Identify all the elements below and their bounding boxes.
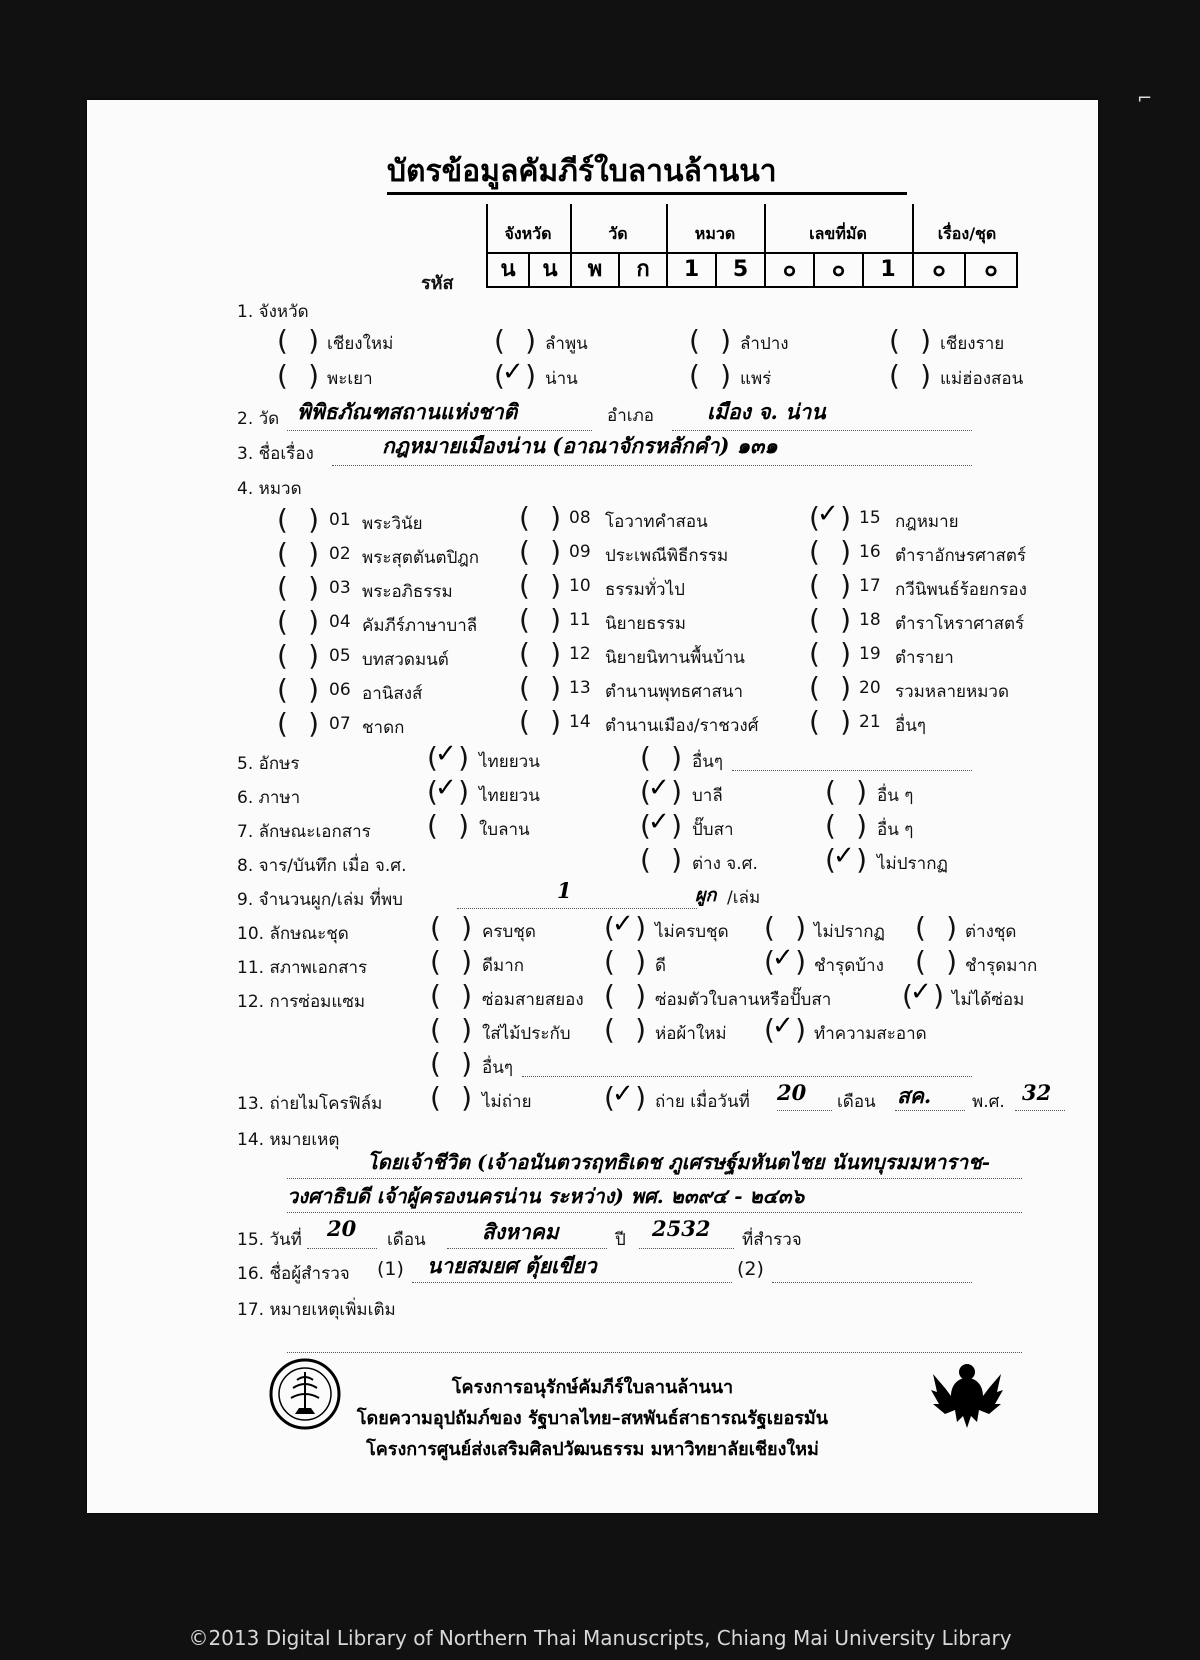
q7-checkbox-pupsa[interactable]: ( ) ✓ <box>640 807 682 842</box>
q2-amphoe-value[interactable]: เมือง จ. น่าน <box>707 399 826 424</box>
q15-suffix: ที่สำรวจ <box>742 1230 802 1250</box>
q1-checkbox-lampang[interactable]: ( ) <box>689 324 731 357</box>
q6-option: ไทยยวน <box>479 786 540 806</box>
q4-name: อื่นๆ <box>895 716 926 736</box>
q1-option: ลำพูน <box>545 334 588 354</box>
q4-name: นิยายธรรม <box>605 614 686 634</box>
q17-label: 17. หมายเหตุเพิ่มเติม <box>237 1300 396 1320</box>
q4-name: อานิสงส์ <box>362 684 423 704</box>
q2-label: 2. วัด <box>237 409 280 429</box>
q6-option: อื่น ๆ <box>877 786 914 806</box>
code-cell: ๐ <box>813 252 864 288</box>
check-mark: ✓ <box>833 841 855 871</box>
check-mark: ✓ <box>648 807 670 837</box>
q15-day-value[interactable]: 20 <box>327 1216 357 1241</box>
q1-option: น่าน <box>545 369 578 389</box>
q4-name: พระสุตตันตปิฎก <box>362 548 480 568</box>
code-cell: ๐ <box>764 252 815 288</box>
q5-option: ไทยยวน <box>479 752 540 772</box>
q1-option: เชียงราย <box>940 334 1005 354</box>
q4-checkbox-10[interactable]: ( ) <box>519 569 561 602</box>
code-cell: 1 <box>666 252 717 288</box>
q4-checkbox-14[interactable]: ( ) <box>519 705 561 738</box>
q12-option: ซ่อมสายสยอง <box>482 990 584 1010</box>
q1-option: ลำปาง <box>740 334 789 354</box>
q11-checkbox-heavydamage[interactable]: ( ) <box>915 945 957 978</box>
q3-label: 3. ชื่อเรื่อง <box>237 444 314 464</box>
q10-checkbox-unknown[interactable]: ( ) <box>764 911 806 944</box>
q7-label: 7. ลักษณะเอกสาร <box>237 822 371 842</box>
q7-checkbox-bailan[interactable]: ( ) <box>427 809 469 842</box>
q4-checkbox-20[interactable]: ( ) <box>809 671 851 704</box>
code-header-temple: วัด <box>608 224 628 243</box>
code-cell: ๐ <box>912 252 966 288</box>
q13-month-value[interactable]: สค. <box>897 1083 932 1108</box>
q14-label: 14. หมายเหตุ <box>237 1130 340 1150</box>
q11-option: ชำรุดมาก <box>965 956 1038 976</box>
code-cell: 5 <box>715 252 766 288</box>
check-mark: ✓ <box>910 977 932 1007</box>
q4-name: ตำราอักษรศาสตร์ <box>895 546 1026 566</box>
footer-line2: โดยความอุปถัมภ์ของ รัฐบาลไทย–สหพันธ์สาธารณรัฐเยอรมัน <box>356 1408 829 1429</box>
q11-option: ดีมาก <box>482 956 525 976</box>
q5-label: 5. อักษร <box>237 754 300 774</box>
q4-checkbox-05[interactable]: ( ) <box>277 639 319 672</box>
q1-checkbox-maehongson[interactable]: ( ) <box>889 359 931 392</box>
q4-checkbox-04[interactable]: ( ) <box>277 605 319 638</box>
q15-label: 15. วันที่ <box>237 1230 302 1250</box>
q16-label: 16. ชื่อผู้สำรวจ <box>237 1264 350 1284</box>
q13-label: 13. ถ่ายไมโครฟิล์ม <box>237 1094 383 1114</box>
q7-option: ปั๊บสา <box>692 820 734 840</box>
q4-name: นิยายนิทานพื้นบ้าน <box>605 648 745 668</box>
code-header-bundle: เลขที่มัด <box>809 224 867 243</box>
q11-checkbox-good[interactable]: ( ) <box>604 945 646 978</box>
q12-checkbox-boards[interactable]: ( ) <box>430 1013 472 1046</box>
university-seal-icon <box>269 1358 341 1430</box>
q5-option: อื่นๆ <box>692 752 723 772</box>
q4-num: 07 <box>329 714 351 734</box>
q12-option: ใส่ไม้ประกับ <box>482 1024 571 1044</box>
q8-checkbox-unknown[interactable]: ( ) ✓ <box>825 841 867 876</box>
q2-amphoe-label: อำเภอ <box>607 406 654 426</box>
q1-checkbox-chiangmai[interactable]: ( ) <box>277 324 319 357</box>
q4-name: ตำราโหราศาสตร์ <box>895 614 1025 634</box>
q9-label: 9. จำนวนผูก/เล่ม ที่พบ <box>237 890 403 910</box>
q4-num: 09 <box>569 542 591 562</box>
q4-name: โอวาทคำสอน <box>605 512 708 532</box>
q13-option: ถ่าย เมื่อวันที่ <box>655 1092 750 1112</box>
title-underline <box>387 192 907 195</box>
q12-option: อื่นๆ <box>482 1058 513 1078</box>
q4-checkbox-02[interactable]: ( ) <box>277 537 319 570</box>
q13-checkbox-filmed[interactable]: ( ) ✓ <box>604 1079 646 1114</box>
q4-name: บทสวดมนต์ <box>362 650 449 670</box>
q4-name: ประเพณีพิธีกรรม <box>605 546 729 566</box>
q1-label: 1. จังหวัด <box>237 302 309 322</box>
q1-checkbox-phrae[interactable]: ( ) <box>689 359 731 392</box>
code-row-label: รหัส <box>421 273 454 294</box>
q4-num: 18 <box>859 610 881 630</box>
q4-label: 4. หมวด <box>237 479 302 499</box>
q7-option: อื่น ๆ <box>877 820 914 840</box>
check-mark: ✓ <box>502 357 524 387</box>
q4-num: 17 <box>859 576 881 596</box>
q4-num: 20 <box>859 678 881 698</box>
q1-checkbox-lamphun[interactable]: ( ) <box>494 324 536 357</box>
check-mark: ✓ <box>435 773 457 803</box>
q4-name: ตำนานเมือง/ราชวงศ์ <box>605 716 759 736</box>
q9-count-value[interactable]: 1 <box>557 878 572 903</box>
q6-checkbox-thaiyuan[interactable]: ( ) ✓ <box>427 773 469 808</box>
q4-num: 15 <box>859 508 881 528</box>
q4-checkbox-07[interactable]: ( ) <box>277 707 319 740</box>
q12-option: ซ่อมตัวใบลานหรือปั๊บสา <box>655 990 832 1010</box>
q1-option: พะเยา <box>327 369 373 389</box>
q1-checkbox-chiangrai[interactable]: ( ) <box>889 324 931 357</box>
q4-num: 10 <box>569 576 591 596</box>
q16-num1: (1) <box>377 1258 404 1280</box>
q4-checkbox-11[interactable]: ( ) <box>519 603 561 636</box>
q6-option: บาลี <box>692 786 723 806</box>
q4-checkbox-16[interactable]: ( ) <box>809 535 851 568</box>
q14-note-line1[interactable]: โดยเจ้าชีวิต (เจ้าอนันตวรฤทธิเดช ภูเศรษฐ์มหันตไชย นันทบุรมมหาราช- <box>367 1150 991 1174</box>
q4-num: 01 <box>329 510 351 530</box>
q15-year-label: ปี <box>615 1230 626 1250</box>
q6-checkbox-pali[interactable]: ( ) ✓ <box>640 773 682 808</box>
q1-checkbox-phayao[interactable]: ( ) <box>277 359 319 392</box>
check-mark: ✓ <box>435 739 457 769</box>
q10-option: ครบชุด <box>482 922 536 942</box>
check-mark: ✓ <box>772 943 794 973</box>
q4-checkbox-09[interactable]: ( ) <box>519 535 561 568</box>
q4-num: 16 <box>859 542 881 562</box>
q6-checkbox-other[interactable]: ( ) <box>825 775 867 808</box>
q15-year-value[interactable]: 2532 <box>652 1216 711 1241</box>
q10-checkbox-complete[interactable]: ( ) <box>430 911 472 944</box>
q4-name: ธรรมทั่วไป <box>605 580 685 600</box>
q4-checkbox-13[interactable]: ( ) <box>519 671 561 704</box>
q5-checkbox-other[interactable]: ( ) <box>640 741 682 774</box>
q4-num: 21 <box>859 712 881 732</box>
q3-title-value[interactable]: กฎหมายเมืองน่าน (อาณาจักรหลักคำ) ๑๓๑ <box>382 433 778 458</box>
q4-name: รวมหลายหมวด <box>895 682 1010 702</box>
q4-checkbox-01[interactable]: ( ) <box>277 503 319 536</box>
q10-option: ไม่ปรากฏ <box>814 922 885 942</box>
q4-name: กวีนิพนธ์ร้อยกรอง <box>895 580 1027 600</box>
q8-option: ต่าง จ.ศ. <box>692 854 758 874</box>
q12-checkbox-leaf[interactable]: ( ) <box>604 979 646 1012</box>
q4-checkbox-21[interactable]: ( ) <box>809 705 851 738</box>
q16-surveyor-name[interactable]: นายสมยศ ตุ้ยเขียว <box>427 1253 597 1278</box>
q11-option: ชำรุดบ้าง <box>814 956 884 976</box>
q4-num: 05 <box>329 646 351 666</box>
q4-num: 19 <box>859 644 881 664</box>
q4-name: พระอภิธรรม <box>362 582 453 602</box>
q1-checkbox-nan[interactable]: ( ) ✓ <box>494 357 536 392</box>
q4-name: พระวินัย <box>362 514 423 534</box>
q4-num: 02 <box>329 544 351 564</box>
q11-option: ดี <box>655 956 667 976</box>
check-mark: ✓ <box>648 773 670 803</box>
q15-month-value[interactable]: สิงหาคม <box>482 1219 559 1244</box>
q4-num: 03 <box>329 578 351 598</box>
q13-year-value[interactable]: 32 <box>1022 1080 1052 1105</box>
q4-checkbox-03[interactable]: ( ) <box>277 571 319 604</box>
check-mark: ✓ <box>817 499 839 529</box>
q8-checkbox-different[interactable]: ( ) <box>640 843 682 876</box>
q4-name: กฎหมาย <box>895 512 959 532</box>
q4-num: 08 <box>569 508 591 528</box>
code-header-story: เรื่อง/ชุด <box>937 224 997 243</box>
card-title: บัตรข้อมูลคัมภีร์ใบลานล้านนา <box>387 154 777 189</box>
q11-checkbox-somedamage[interactable]: ( ) ✓ <box>764 943 806 978</box>
q7-option: ใบลาน <box>479 820 530 840</box>
q11-label: 11. สภาพเอกสาร <box>237 958 368 978</box>
q12-option: ไม่ได้ซ่อม <box>952 990 1025 1010</box>
q1-option: แพร่ <box>740 369 772 389</box>
q12-option: ห่อผ้าใหม่ <box>655 1024 727 1044</box>
code-cell: ก <box>618 252 668 288</box>
footer-line3: โครงการศูนย์ส่งเสริมศิลปวัฒนธรรม มหาวิทยาลัยเชียงใหม่ <box>366 1439 819 1460</box>
q10-option: ไม่ครบชุด <box>655 922 729 942</box>
q2-temple-value[interactable]: พิพิธภัณฑสถานแห่งชาติ <box>297 399 518 424</box>
q6-label: 6. ภาษา <box>237 788 301 808</box>
q10-checkbox-different[interactable]: ( ) <box>915 911 957 944</box>
code-header-category: หมวด <box>694 224 736 243</box>
code-cell: พ <box>570 252 620 288</box>
q4-checkbox-15[interactable]: ( ) ✓ <box>809 499 851 534</box>
q4-name: ชาดก <box>362 718 405 738</box>
q1-option: แม่ฮ่องสอน <box>940 369 1024 389</box>
q4-num: 12 <box>569 644 591 664</box>
code-cell: 1 <box>862 252 914 288</box>
q13-day-value[interactable]: 20 <box>777 1080 807 1105</box>
q4-name: ตำนานพุทธศาสนา <box>605 682 744 702</box>
q4-checkbox-12[interactable]: ( ) <box>519 637 561 670</box>
q10-label: 10. ลักษณะชุด <box>237 924 349 944</box>
q13-option: ไม่ถ่าย <box>482 1092 532 1112</box>
q11-checkbox-verygood[interactable]: ( ) <box>430 945 472 978</box>
q4-num: 14 <box>569 712 591 732</box>
code-cell: ๐ <box>964 252 1018 288</box>
q4-name: คัมภีร์ภาษาบาลี <box>362 616 478 636</box>
q10-checkbox-incomplete[interactable]: ( ) ✓ <box>604 909 646 944</box>
copyright-notice: ©2013 Digital Library of Northern Thai Manuscripts, Chiang Mai University Library <box>188 1626 1012 1650</box>
q10-option: ต่างชุด <box>965 922 1017 942</box>
check-mark: ✓ <box>612 1079 634 1109</box>
q7-checkbox-other[interactable]: ( ) <box>825 809 867 842</box>
code-cell: น <box>528 252 572 288</box>
corner-mark: ⌐ <box>1137 88 1153 109</box>
q12-checkbox-notrepaired[interactable]: ( ) ✓ <box>902 977 944 1012</box>
footer-line1: โครงการอนุรักษ์คัมภีร์ใบลานล้านนา <box>451 1377 734 1398</box>
q12-checkbox-string[interactable]: ( ) <box>430 979 472 1012</box>
q9-unit-handwritten: ผูก <box>695 885 717 906</box>
q8-option: ไม่ปรากฏ <box>877 854 948 874</box>
q4-checkbox-17[interactable]: ( ) <box>809 569 851 602</box>
q4-checkbox-18[interactable]: ( ) <box>809 603 851 636</box>
q9-unit: /เล่ม <box>727 888 761 908</box>
q4-num: 13 <box>569 678 591 698</box>
q16-num2: (2) <box>737 1258 764 1280</box>
q12-label: 12. การซ่อมแซม <box>237 992 366 1012</box>
q4-checkbox-08[interactable]: ( ) <box>519 501 561 534</box>
q5-checkbox-thaiyuan[interactable]: ( ) ✓ <box>427 739 469 774</box>
check-mark: ✓ <box>612 909 634 939</box>
q4-num: 06 <box>329 680 351 700</box>
q12-checkbox-newcloth[interactable]: ( ) <box>604 1013 646 1046</box>
q12-checkbox-other[interactable]: ( ) <box>430 1047 472 1080</box>
code-header-province: จังหวัด <box>504 224 552 243</box>
q14-note-line2[interactable]: วงศาธิบดี เจ้าผู้ครองนครน่าน ระหว่าง) พศ. ๒๓๙๔ - ๒๔๓๖ <box>287 1184 805 1208</box>
q4-num: 04 <box>329 612 351 632</box>
q4-checkbox-06[interactable]: ( ) <box>277 673 319 706</box>
q12-option: ทำความสะอาด <box>814 1024 927 1044</box>
german-eagle-icon <box>927 1358 1007 1432</box>
q13-checkbox-notfilmed[interactable]: ( ) <box>430 1081 472 1114</box>
q4-name: ตำรายา <box>895 648 954 668</box>
q12-checkbox-cleaned[interactable]: ( ) ✓ <box>764 1011 806 1046</box>
check-mark: ✓ <box>772 1011 794 1041</box>
q1-option: เชียงใหม่ <box>327 334 394 354</box>
q8-label: 8. จาร/บันทึก เมื่อ จ.ศ. <box>237 856 407 876</box>
q4-num: 11 <box>569 610 591 630</box>
q4-checkbox-19[interactable]: ( ) <box>809 637 851 670</box>
survey-card <box>87 100 1098 1513</box>
q13-month-label: เดือน <box>837 1092 876 1112</box>
q13-year-label: พ.ศ. <box>972 1092 1005 1112</box>
q15-month-label: เดือน <box>387 1230 426 1250</box>
code-cell: น <box>486 252 530 288</box>
